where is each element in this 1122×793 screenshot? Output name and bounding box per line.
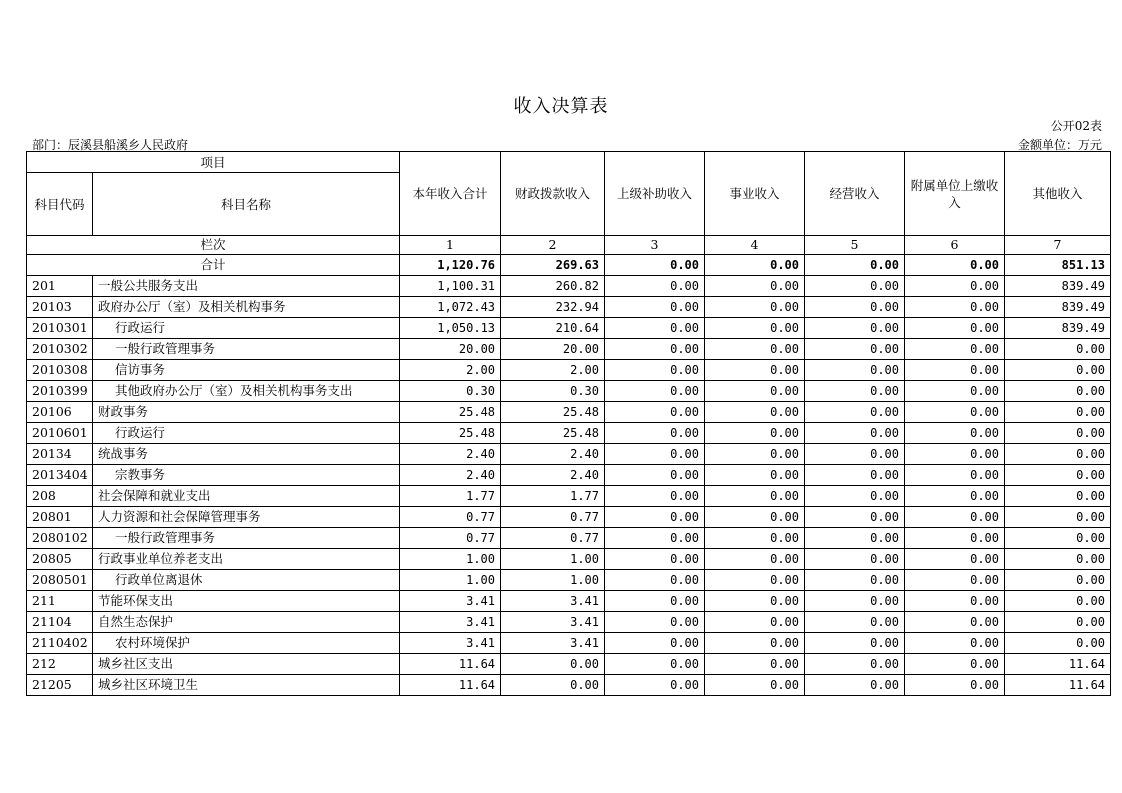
table-row bbox=[27, 591, 1111, 612]
subject-code: 20805 bbox=[27, 549, 93, 570]
amount-cell: 0.00 bbox=[605, 402, 705, 423]
column-index-label: 栏次 bbox=[27, 236, 400, 255]
amount-cell: 0.00 bbox=[1005, 381, 1111, 402]
table-row bbox=[27, 570, 1111, 591]
amount-cell: 2.40 bbox=[400, 465, 501, 486]
amount-cell: 0.00 bbox=[905, 591, 1005, 612]
subsidy-header: 上级补助收入 bbox=[605, 152, 705, 236]
amount-cell: 0.00 bbox=[605, 339, 705, 360]
table-row bbox=[27, 318, 1111, 339]
amount-cell: 0.00 bbox=[1005, 444, 1111, 465]
amount-cell: 0.00 bbox=[705, 297, 805, 318]
amount-cell: 839.49 bbox=[1005, 276, 1111, 297]
amount-cell: 0.00 bbox=[805, 297, 905, 318]
amount-cell: 0.00 bbox=[705, 465, 805, 486]
amount-cell: 0.00 bbox=[805, 528, 905, 549]
amount-cell: 0.00 bbox=[905, 486, 1005, 507]
subject-code: 2010601 bbox=[27, 423, 93, 444]
amount-cell: 0.00 bbox=[605, 381, 705, 402]
amount-cell: 0.00 bbox=[805, 465, 905, 486]
subject-name: 行政运行 bbox=[93, 423, 400, 444]
amount-cell: 0.00 bbox=[905, 654, 1005, 675]
total-cell: 1,120.76 bbox=[400, 255, 501, 276]
subject-name: 行政事业单位养老支出 bbox=[93, 549, 400, 570]
amount-cell: 20.00 bbox=[400, 339, 501, 360]
amount-cell: 0.00 bbox=[1005, 570, 1111, 591]
subject-code: 2080501 bbox=[27, 570, 93, 591]
amount-cell: 0.00 bbox=[805, 423, 905, 444]
table-row bbox=[27, 339, 1111, 360]
subject-code: 20134 bbox=[27, 444, 93, 465]
table-row bbox=[27, 423, 1111, 444]
amount-cell: 0.00 bbox=[805, 486, 905, 507]
amount-cell: 0.00 bbox=[905, 528, 1005, 549]
amount-cell: 0.00 bbox=[805, 549, 905, 570]
subject-name: 行政运行 bbox=[93, 318, 400, 339]
department-label: 部门：辰溪县船溪乡人民政府 bbox=[32, 138, 189, 152]
subject-name: 一般行政管理事务 bbox=[93, 528, 400, 549]
subject-name: 城乡社区环境卫生 bbox=[93, 675, 400, 696]
subject-name: 信访事务 bbox=[93, 360, 400, 381]
total-cell: 0.00 bbox=[705, 255, 805, 276]
amount-cell: 0.00 bbox=[705, 318, 805, 339]
subject-code: 2080102 bbox=[27, 528, 93, 549]
subject-code: 201 bbox=[27, 276, 93, 297]
subject-code: 2013404 bbox=[27, 465, 93, 486]
subject-name: 行政单位离退休 bbox=[93, 570, 400, 591]
amount-cell: 0.00 bbox=[905, 465, 1005, 486]
subject-code: 21104 bbox=[27, 612, 93, 633]
name-header: 科目名称 bbox=[93, 173, 400, 236]
amount-cell: 3.41 bbox=[400, 633, 501, 654]
subject-code: 21205 bbox=[27, 675, 93, 696]
amount-cell: 0.77 bbox=[501, 528, 605, 549]
table-row bbox=[27, 402, 1111, 423]
amount-cell: 0.00 bbox=[805, 360, 905, 381]
table-row bbox=[27, 276, 1111, 297]
subject-code: 2010301 bbox=[27, 318, 93, 339]
amount-cell: 0.00 bbox=[805, 339, 905, 360]
amount-cell: 0.00 bbox=[1005, 528, 1111, 549]
amount-cell: 0.00 bbox=[705, 633, 805, 654]
amount-cell: 0.00 bbox=[905, 507, 1005, 528]
table-row bbox=[27, 549, 1111, 570]
amount-cell: 0.00 bbox=[805, 318, 905, 339]
amount-cell: 0.00 bbox=[605, 297, 705, 318]
amount-cell: 0.00 bbox=[1005, 549, 1111, 570]
subject-code: 2110402 bbox=[27, 633, 93, 654]
total-cell: 0.00 bbox=[905, 255, 1005, 276]
amount-cell: 0.00 bbox=[905, 549, 1005, 570]
amount-cell: 260.82 bbox=[501, 276, 605, 297]
total-cell: 269.63 bbox=[501, 255, 605, 276]
amount-cell: 0.00 bbox=[905, 402, 1005, 423]
amount-cell: 0.00 bbox=[805, 402, 905, 423]
amount-cell: 0.00 bbox=[705, 675, 805, 696]
amount-cell: 0.00 bbox=[605, 276, 705, 297]
column-index: 6 bbox=[905, 236, 1005, 255]
amount-cell: 0.00 bbox=[705, 402, 805, 423]
subject-name: 人力资源和社会保障管理事务 bbox=[93, 507, 400, 528]
amount-cell: 0.00 bbox=[605, 486, 705, 507]
amount-cell: 0.00 bbox=[705, 507, 805, 528]
table-row bbox=[27, 381, 1111, 402]
amount-cell: 0.00 bbox=[805, 507, 905, 528]
column-index: 4 bbox=[705, 236, 805, 255]
amount-cell: 0.00 bbox=[905, 444, 1005, 465]
amount-cell: 11.64 bbox=[1005, 654, 1111, 675]
amount-cell: 0.00 bbox=[705, 654, 805, 675]
amount-cell: 0.00 bbox=[605, 507, 705, 528]
amount-cell: 0.00 bbox=[705, 423, 805, 444]
amount-cell: 0.00 bbox=[605, 633, 705, 654]
subject-name: 自然生态保护 bbox=[93, 612, 400, 633]
code-header: 科目代码 bbox=[27, 173, 93, 236]
amount-cell: 0.00 bbox=[605, 444, 705, 465]
amount-cell: 0.00 bbox=[905, 318, 1005, 339]
subject-name: 财政事务 bbox=[93, 402, 400, 423]
table-row bbox=[27, 444, 1111, 465]
amount-cell: 0.00 bbox=[705, 339, 805, 360]
subject-code: 208 bbox=[27, 486, 93, 507]
table-row bbox=[27, 675, 1111, 696]
other-header: 其他收入 bbox=[1005, 152, 1111, 236]
subject-code: 211 bbox=[27, 591, 93, 612]
unit-label: 金额单位：万元 bbox=[1017, 138, 1102, 152]
amount-cell: 0.00 bbox=[705, 381, 805, 402]
amount-cell: 1.77 bbox=[501, 486, 605, 507]
amount-cell: 0.00 bbox=[905, 381, 1005, 402]
subject-name: 节能环保支出 bbox=[93, 591, 400, 612]
table-row bbox=[27, 486, 1111, 507]
fiscal-header: 财政拨款收入 bbox=[501, 152, 605, 236]
subject-code: 212 bbox=[27, 654, 93, 675]
table-row bbox=[27, 528, 1111, 549]
amount-cell: 0.00 bbox=[1005, 612, 1111, 633]
business-header: 事业收入 bbox=[705, 152, 805, 236]
amount-cell: 1.77 bbox=[400, 486, 501, 507]
amount-cell: 1.00 bbox=[501, 549, 605, 570]
amount-cell: 0.00 bbox=[705, 549, 805, 570]
column-index: 7 bbox=[1005, 236, 1111, 255]
subject-code: 2010308 bbox=[27, 360, 93, 381]
amount-cell: 0.30 bbox=[501, 381, 605, 402]
amount-cell: 0.00 bbox=[705, 486, 805, 507]
amount-cell: 0.00 bbox=[1005, 507, 1111, 528]
table-row bbox=[27, 360, 1111, 381]
amount-cell: 2.40 bbox=[400, 444, 501, 465]
amount-cell: 1,072.43 bbox=[400, 297, 501, 318]
subject-name: 一般公共服务支出 bbox=[93, 276, 400, 297]
amount-cell: 0.00 bbox=[905, 675, 1005, 696]
amount-cell: 0.00 bbox=[605, 465, 705, 486]
amount-cell: 0.00 bbox=[905, 423, 1005, 444]
column-index: 5 bbox=[805, 236, 905, 255]
amount-cell: 0.00 bbox=[805, 444, 905, 465]
amount-cell: 0.00 bbox=[605, 360, 705, 381]
amount-cell: 0.00 bbox=[705, 360, 805, 381]
subject-code: 20103 bbox=[27, 297, 93, 318]
amount-cell: 0.00 bbox=[905, 633, 1005, 654]
amount-cell: 0.77 bbox=[400, 507, 501, 528]
amount-cell: 0.00 bbox=[501, 654, 605, 675]
subject-name: 城乡社区支出 bbox=[93, 654, 400, 675]
amount-cell: 3.41 bbox=[501, 633, 605, 654]
amount-cell: 0.00 bbox=[905, 297, 1005, 318]
amount-cell: 3.41 bbox=[400, 612, 501, 633]
subject-name: 其他政府办公厅（室）及相关机构事务支出 bbox=[93, 381, 400, 402]
subject-code: 20106 bbox=[27, 402, 93, 423]
amount-cell: 210.64 bbox=[501, 318, 605, 339]
amount-cell: 1,100.31 bbox=[400, 276, 501, 297]
amount-cell: 2.40 bbox=[501, 444, 605, 465]
amount-cell: 0.77 bbox=[501, 507, 605, 528]
column-index: 2 bbox=[501, 236, 605, 255]
subject-code: 2010399 bbox=[27, 381, 93, 402]
amount-cell: 0.00 bbox=[1005, 423, 1111, 444]
amount-cell: 3.41 bbox=[501, 612, 605, 633]
amount-cell: 0.00 bbox=[705, 591, 805, 612]
subject-name: 宗教事务 bbox=[93, 465, 400, 486]
amount-cell: 0.00 bbox=[605, 528, 705, 549]
amount-cell: 0.00 bbox=[905, 339, 1005, 360]
amount-cell: 2.00 bbox=[501, 360, 605, 381]
amount-cell: 0.00 bbox=[705, 570, 805, 591]
total-label: 合计 bbox=[27, 255, 400, 276]
amount-cell: 0.00 bbox=[605, 318, 705, 339]
subject-code: 20801 bbox=[27, 507, 93, 528]
amount-cell: 0.00 bbox=[605, 612, 705, 633]
amount-cell: 20.00 bbox=[501, 339, 605, 360]
amount-cell: 3.41 bbox=[501, 591, 605, 612]
amount-cell: 0.00 bbox=[1005, 339, 1111, 360]
amount-cell: 25.48 bbox=[400, 423, 501, 444]
income-table bbox=[26, 151, 1111, 696]
amount-cell: 1.00 bbox=[400, 570, 501, 591]
amount-cell: 0.00 bbox=[501, 675, 605, 696]
table-row bbox=[27, 633, 1111, 654]
amount-cell: 1,050.13 bbox=[400, 318, 501, 339]
total-cell: 0.00 bbox=[605, 255, 705, 276]
amount-cell: 3.41 bbox=[400, 591, 501, 612]
column-index: 3 bbox=[605, 236, 705, 255]
amount-cell: 0.00 bbox=[1005, 591, 1111, 612]
amount-cell: 0.00 bbox=[905, 360, 1005, 381]
amount-cell: 0.00 bbox=[1005, 360, 1111, 381]
amount-cell: 0.00 bbox=[605, 591, 705, 612]
subject-name: 农村环境保护 bbox=[93, 633, 400, 654]
amount-cell: 0.00 bbox=[805, 633, 905, 654]
item-group-header: 项目 bbox=[27, 152, 400, 173]
amount-cell: 0.00 bbox=[805, 654, 905, 675]
amount-cell: 2.00 bbox=[400, 360, 501, 381]
amount-cell: 25.48 bbox=[501, 402, 605, 423]
amount-cell: 232.94 bbox=[501, 297, 605, 318]
form-code: 公开02表 bbox=[1050, 119, 1102, 133]
amount-cell: 11.64 bbox=[1005, 675, 1111, 696]
amount-cell: 0.00 bbox=[705, 444, 805, 465]
amount-cell: 0.00 bbox=[705, 276, 805, 297]
subject-name: 统战事务 bbox=[93, 444, 400, 465]
amount-cell: 0.00 bbox=[705, 528, 805, 549]
subject-name: 政府办公厅（室）及相关机构事务 bbox=[93, 297, 400, 318]
amount-cell: 2.40 bbox=[501, 465, 605, 486]
amount-cell: 839.49 bbox=[1005, 318, 1111, 339]
amount-cell: 0.00 bbox=[905, 276, 1005, 297]
amount-cell: 839.49 bbox=[1005, 297, 1111, 318]
table-row bbox=[27, 465, 1111, 486]
amount-cell: 1.00 bbox=[400, 549, 501, 570]
subject-name: 一般行政管理事务 bbox=[93, 339, 400, 360]
amount-cell: 0.00 bbox=[605, 549, 705, 570]
total-cell: 851.13 bbox=[1005, 255, 1111, 276]
table-row bbox=[27, 297, 1111, 318]
page-title: 收入决算表 bbox=[513, 96, 609, 117]
amount-cell: 0.00 bbox=[805, 276, 905, 297]
amount-cell: 0.00 bbox=[1005, 486, 1111, 507]
column-index: 1 bbox=[400, 236, 501, 255]
table-row bbox=[27, 507, 1111, 528]
amount-cell: 0.00 bbox=[805, 381, 905, 402]
amount-cell: 0.77 bbox=[400, 528, 501, 549]
amount-cell: 0.00 bbox=[605, 570, 705, 591]
amount-cell: 25.48 bbox=[400, 402, 501, 423]
affiliate-header: 附属单位上缴收入 bbox=[905, 152, 1005, 236]
amount-cell: 0.00 bbox=[605, 654, 705, 675]
amount-cell: 11.64 bbox=[400, 675, 501, 696]
amount-cell: 25.48 bbox=[501, 423, 605, 444]
amount-cell: 0.00 bbox=[805, 675, 905, 696]
amount-cell: 0.00 bbox=[905, 612, 1005, 633]
amount-cell: 0.00 bbox=[605, 675, 705, 696]
amount-cell: 0.00 bbox=[905, 570, 1005, 591]
subject-code: 2010302 bbox=[27, 339, 93, 360]
amount-cell: 0.00 bbox=[805, 570, 905, 591]
amount-cell: 0.00 bbox=[805, 591, 905, 612]
total-header: 本年收入合计 bbox=[400, 152, 501, 236]
amount-cell: 0.00 bbox=[1005, 633, 1111, 654]
amount-cell: 1.00 bbox=[501, 570, 605, 591]
amount-cell: 0.30 bbox=[400, 381, 501, 402]
subject-name: 社会保障和就业支出 bbox=[93, 486, 400, 507]
amount-cell: 11.64 bbox=[400, 654, 501, 675]
table-row bbox=[27, 612, 1111, 633]
table-row bbox=[27, 654, 1111, 675]
amount-cell: 0.00 bbox=[1005, 402, 1111, 423]
amount-cell: 0.00 bbox=[705, 612, 805, 633]
amount-cell: 0.00 bbox=[805, 612, 905, 633]
operation-header: 经营收入 bbox=[805, 152, 905, 236]
amount-cell: 0.00 bbox=[1005, 465, 1111, 486]
amount-cell: 0.00 bbox=[605, 423, 705, 444]
total-row bbox=[27, 255, 1111, 276]
total-cell: 0.00 bbox=[805, 255, 905, 276]
